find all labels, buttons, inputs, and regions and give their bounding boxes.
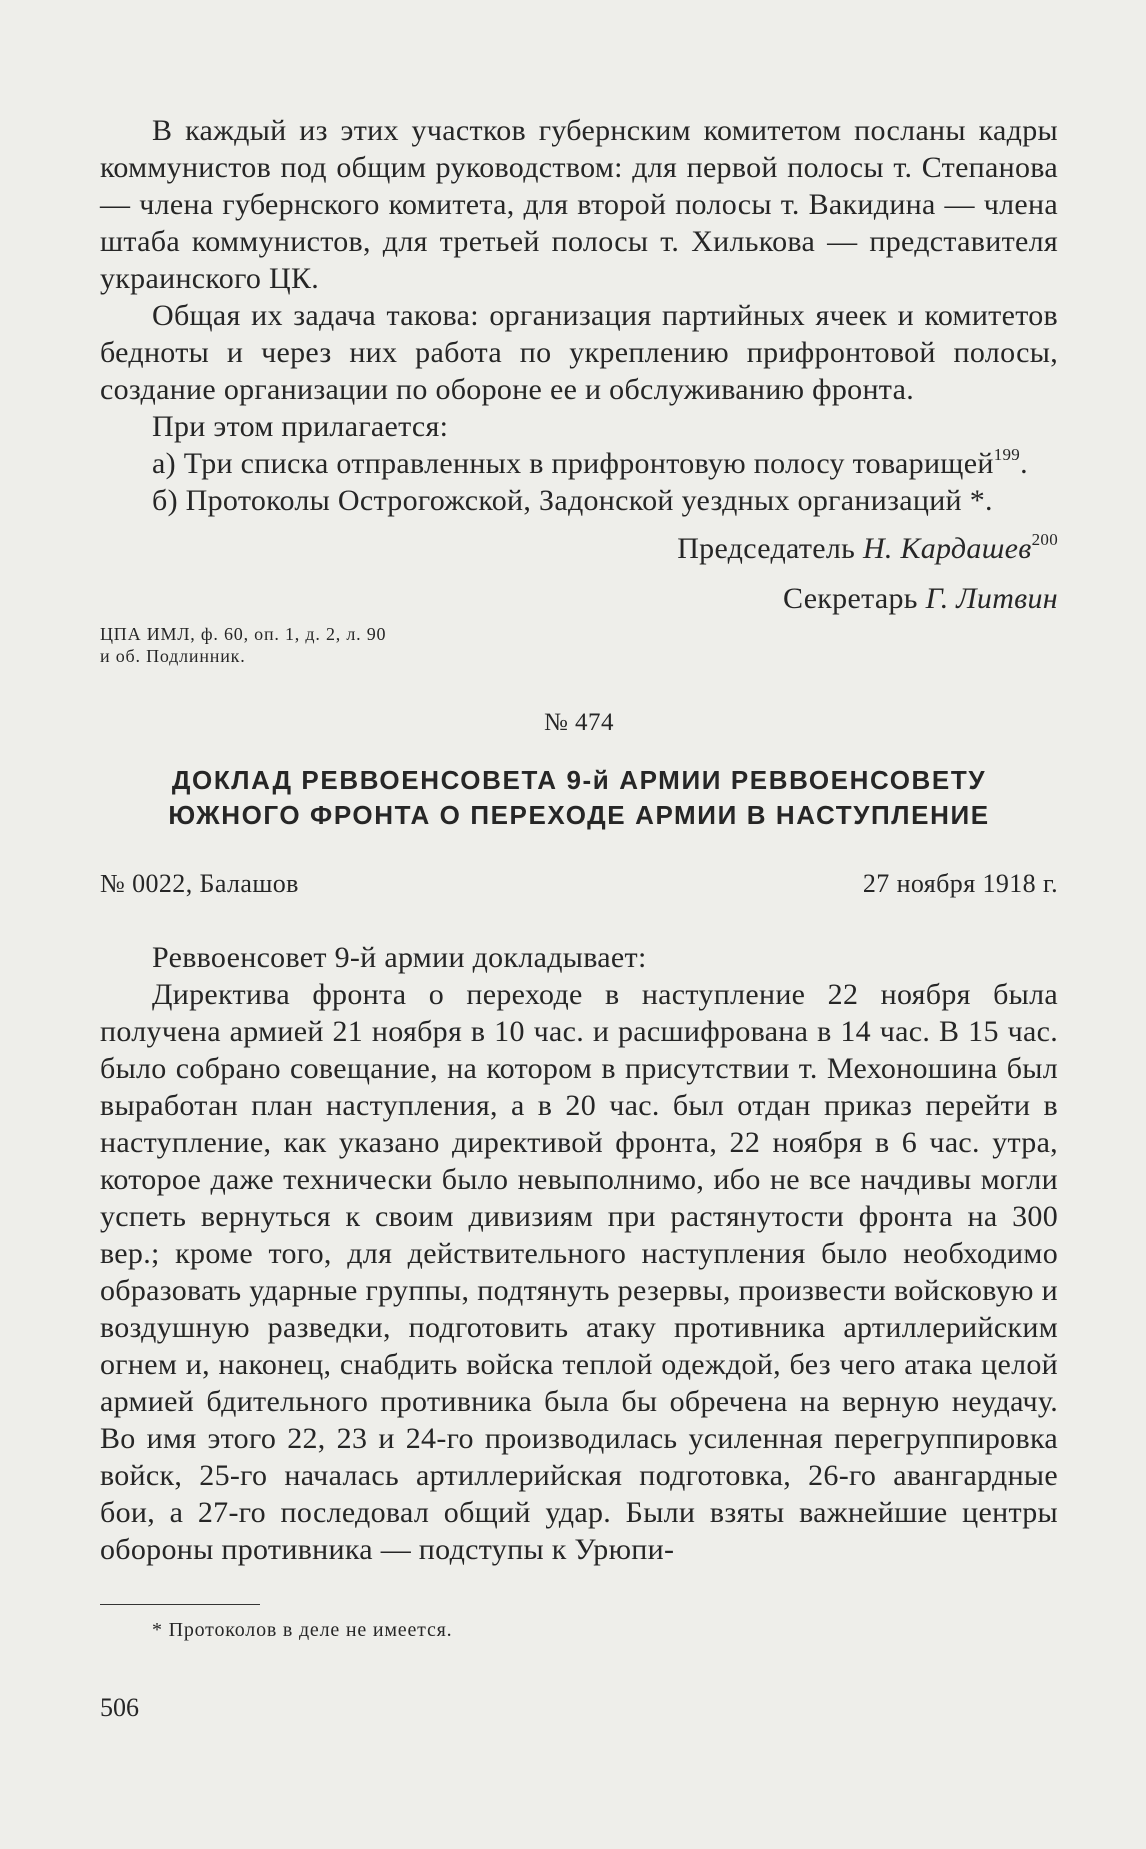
document-meta bbox=[100, 869, 1058, 899]
attachment-item-a bbox=[100, 445, 1058, 482]
attachment-item-b: б) Протоколы Острогожской, Задонской уездных организаций *. bbox=[152, 484, 993, 517]
chair-signature bbox=[100, 529, 1058, 569]
intro-paragraph-3: При этом прилагается: bbox=[152, 410, 449, 443]
report-paragraph-2: Директива фронта о переходе в наступление 22 ноября была получена армией 21 ноября в 10 час. и расшифрована в 14 час. В 15 час. было собрано совещание, на котором в присутствии т. Мехоношина был выработан план наступления, а в 20 час. был отдан приказ перейти в наступление, как указано директивой фронта, 22 ноября в 6 час. утра, которое даже технически было невыполнимо, ибо не все начдивы могли успеть вернуться к своим дивизиям при растянутости фронта на 300 вер.; кроме того, для действительного наступления было необходимо образовать ударные группы, подтянуть резервы, произвести войсковую и воздушную разведки, подготовить атаку противника артиллерийским огнем и, наконец, снабдить войска теплой одеждой, без чего атака целой армией бдительного противника была бы обречена на верную неудачу. Во имя этого 22, 23 и 24-го производилась усиленная перегруппировка войск, 25-го началась артиллерийская подготовка, 26-го авангардные бои, а 27-го последовал общий удар. Были взяты важнейшие центры обороны противника — подступы к Урюпи- bbox=[100, 978, 1058, 1566]
document-number: № 474 bbox=[543, 709, 615, 736]
document-title-line-2: ЮЖНОГО ФРОНТА О ПЕРЕХОДЕ АРМИИ В НАСТУПЛЕНИЕ bbox=[168, 800, 990, 830]
intro-paragraph-2: Общая их задача такова: организация партийных ячеек и комитетов бедноты и через них работа по укреплению прифронтовой полосы, создание организации по обороне ее и обслуживанию фронта. bbox=[100, 299, 1058, 406]
document-ref-place: № 0022, Балашов bbox=[100, 869, 299, 898]
secretary-signature bbox=[100, 579, 1058, 619]
attachment-a-end: . bbox=[1020, 447, 1028, 480]
report-paragraph-1: Реввоенсовет 9-й армии докладывает: bbox=[152, 941, 647, 974]
note-ref-200: 200 bbox=[1031, 530, 1058, 549]
document-title bbox=[100, 763, 1058, 833]
note-ref-199: 199 bbox=[993, 445, 1021, 464]
chair-name: Н. Кардашев bbox=[862, 532, 1032, 565]
intro-paragraph-1: В каждый из этих участков губернским комитетом посланы кадры коммунистов под общим руководством: для первой полосы т. Степанова — члена губернского комитета, для второй полосы т. Вакидина — члена штаба коммунистов, для третьей полосы т. Хилькова — представителя украинского ЦК. bbox=[100, 114, 1058, 295]
footnote-divider bbox=[100, 1604, 260, 1605]
text-column bbox=[100, 112, 1058, 1642]
archive-source-line-2: и об. Подлинник. bbox=[100, 646, 246, 666]
footnote: * Протоколов в деле не имеется. bbox=[152, 1619, 453, 1641]
attachment-a-text: а) Три списка отправленных в прифронтовую полосу товарищей bbox=[152, 447, 994, 480]
archive-source-line-1: ЦПА ИМЛ, ф. 60, оп. 1, д. 2, л. 90 bbox=[100, 624, 387, 644]
secretary-name: Г. Литвин bbox=[925, 582, 1058, 615]
document-date: 27 ноября 1918 г. bbox=[862, 869, 1058, 898]
document-title-line-1: ДОКЛАД РЕВВОЕНСОВЕТА 9-й АРМИИ РЕВВОЕНСОВЕТУ bbox=[171, 765, 987, 795]
page-number: 506 bbox=[100, 1693, 139, 1722]
archive-source bbox=[100, 623, 1058, 667]
chair-role: Председатель bbox=[677, 532, 856, 565]
secretary-role: Секретарь bbox=[783, 582, 918, 615]
